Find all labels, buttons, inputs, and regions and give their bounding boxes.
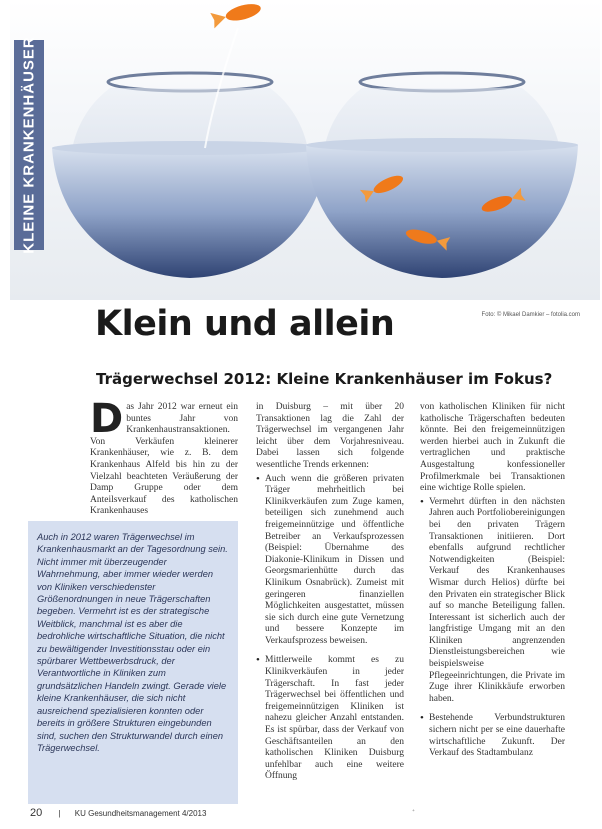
column-3 bbox=[420, 402, 565, 768]
publication-name: KU Gesundheitsmanagement 4/2013 bbox=[74, 809, 207, 818]
column-1 bbox=[90, 396, 238, 518]
page-footer bbox=[30, 807, 206, 819]
bullet-item: • Vermehrt dürften in den nächsten Jahren auch Portfoliobereinigungen bei den privaten Trägern Transaktionen initiieren. Dort ebenfalls aufgrund rechtlicher Notwendigkeiten (Beispiel: Verkauf des Krankenhauses Wismar durch Helios) dürfte bei den Privaten ein strategischer Blick auf so manche Beteiligung fallen. Interessant ist sicherlich auch der langfristige Umgang mit an den Kliniken angrenzenden Dienstleistungsbereichen wie beispielsweise Pflegeeinrichtungen, die Private im Zuge ihrer Klinikkäufe erworben haben. bbox=[420, 497, 565, 706]
photo-credit: Foto: © Mikael Damkier – fotolia.com bbox=[481, 312, 580, 318]
goldfish-photo bbox=[10, 0, 600, 300]
column-2-intro: in Duisburg – mit über 20 Transaktionen lag die Zahl der Trägerwechsel im vergangenen Jahr leicht über dem Vorjahresniveau. Dabei lassen sich folgende wesentliche Trends erkennen: bbox=[256, 402, 404, 470]
section-label: KLEINE KRANKENHÄUSER bbox=[20, 36, 38, 254]
article-subtitle: Trägerwechsel 2012: Kleine Krankenhäuser im Fokus? bbox=[96, 370, 553, 388]
column-3-bullets bbox=[420, 497, 565, 760]
pull-quote-box: Auch in 2012 waren Trägerwechsel im Krankenhausmarkt an der Tagesordnung sein. Nicht immer mit überzeugender Wahrnehmung, aber immer wieder werden von Kliniken verschiedenster Größenordnungen in neue Trägerschaften begeben. Vermehrt ist es der strategische Weitblick, manchmal ist es aber die bedrohliche wirtschaftliche Situation, die nicht zu bewältigender Investitionsstau oder ein spürbarer Wettbewerbsdruck, der Verantwortliche in Kliniken zum grundsätzlichen Handeln zwingt. Gerade viele kleine Krankenhäuser, die sich nicht ausreichend spezialisieren konnten oder bereits in größere Strukturen eingebunden sind, suchen den Strukturwandel durch einen Trägerwechsel. bbox=[28, 521, 238, 804]
page-number: 20 bbox=[30, 807, 43, 819]
bullet-item: • Mittlerweile kommt es zu Klinikverkäufen in jeder Trägerschaft. In fast jeder Trägerwechsel bei öffentlichen und freigemeinnützigen Kliniken ist nahezu gleicher Anzahl entstanden. Es ist spürbar, dass der Verkauf von Geschäftsanteilen an den katholischen Kliniken Duisburg unfehlbar auch eine weitere Öffnung bbox=[256, 655, 404, 783]
section-tab bbox=[14, 36, 44, 254]
article-title: Klein und allein bbox=[95, 304, 395, 344]
fishbowls-illustration bbox=[10, 0, 600, 300]
column-2 bbox=[256, 402, 404, 791]
footer-separator: | bbox=[58, 809, 61, 818]
column-3-intro: von katholischen Kliniken für nicht katholische Trägerschaften bedeuten könnte. Bei den freigemeinnützigen werden hierbei auch in Zukunft die vertraglichen und praktische Ausgestaltung konfessioneller Profilmerkmale bei Transaktionen eine wichtige Rolle spielen. bbox=[420, 402, 565, 494]
bullet-item: • Auch wenn die größeren privaten Träger mehrheitlich bei Klinikverkäufen zum Zuge kamen, beteiligen sich zunehmend auch freigemeinnützige und öffentliche Betreiber an Verkaufsprozessen (Beispiel: Übernahme des Diakonie-Klinikum in Dissen und Georgsmarienhütte durch das Klinikum Osnabrück). Zumeist mit geringeren finanziellen Möglichkeiten ausgestattet, müssen sie sich durch eine gute Vernetzung und bessere Konzepte im Verkaufsprozess beweisen. bbox=[256, 474, 404, 648]
column-1-text: as Jahr 2012 war erneut ein buntes Jahr von Krankenhaustransaktionen. Von Verkäufen kleinerer Krankenhäuser, wie z. B. dem Krankenhaus Alfeld bis hin zu der Vielzahl beachteten Veräußerung der Damp Gruppe oder dem Anteilsverkauf des katholischen Krankenhauses bbox=[90, 402, 238, 517]
drop-cap: D bbox=[90, 396, 124, 442]
registration-mark: + bbox=[412, 809, 415, 814]
bullet-item: • Bestehende Verbundstrukturen sichern nicht per se eine dauerhafte wirtschaftliche Zukunft. Der Verkauf des Stadtambulanz bbox=[420, 713, 565, 759]
column-2-bullets bbox=[256, 474, 404, 783]
